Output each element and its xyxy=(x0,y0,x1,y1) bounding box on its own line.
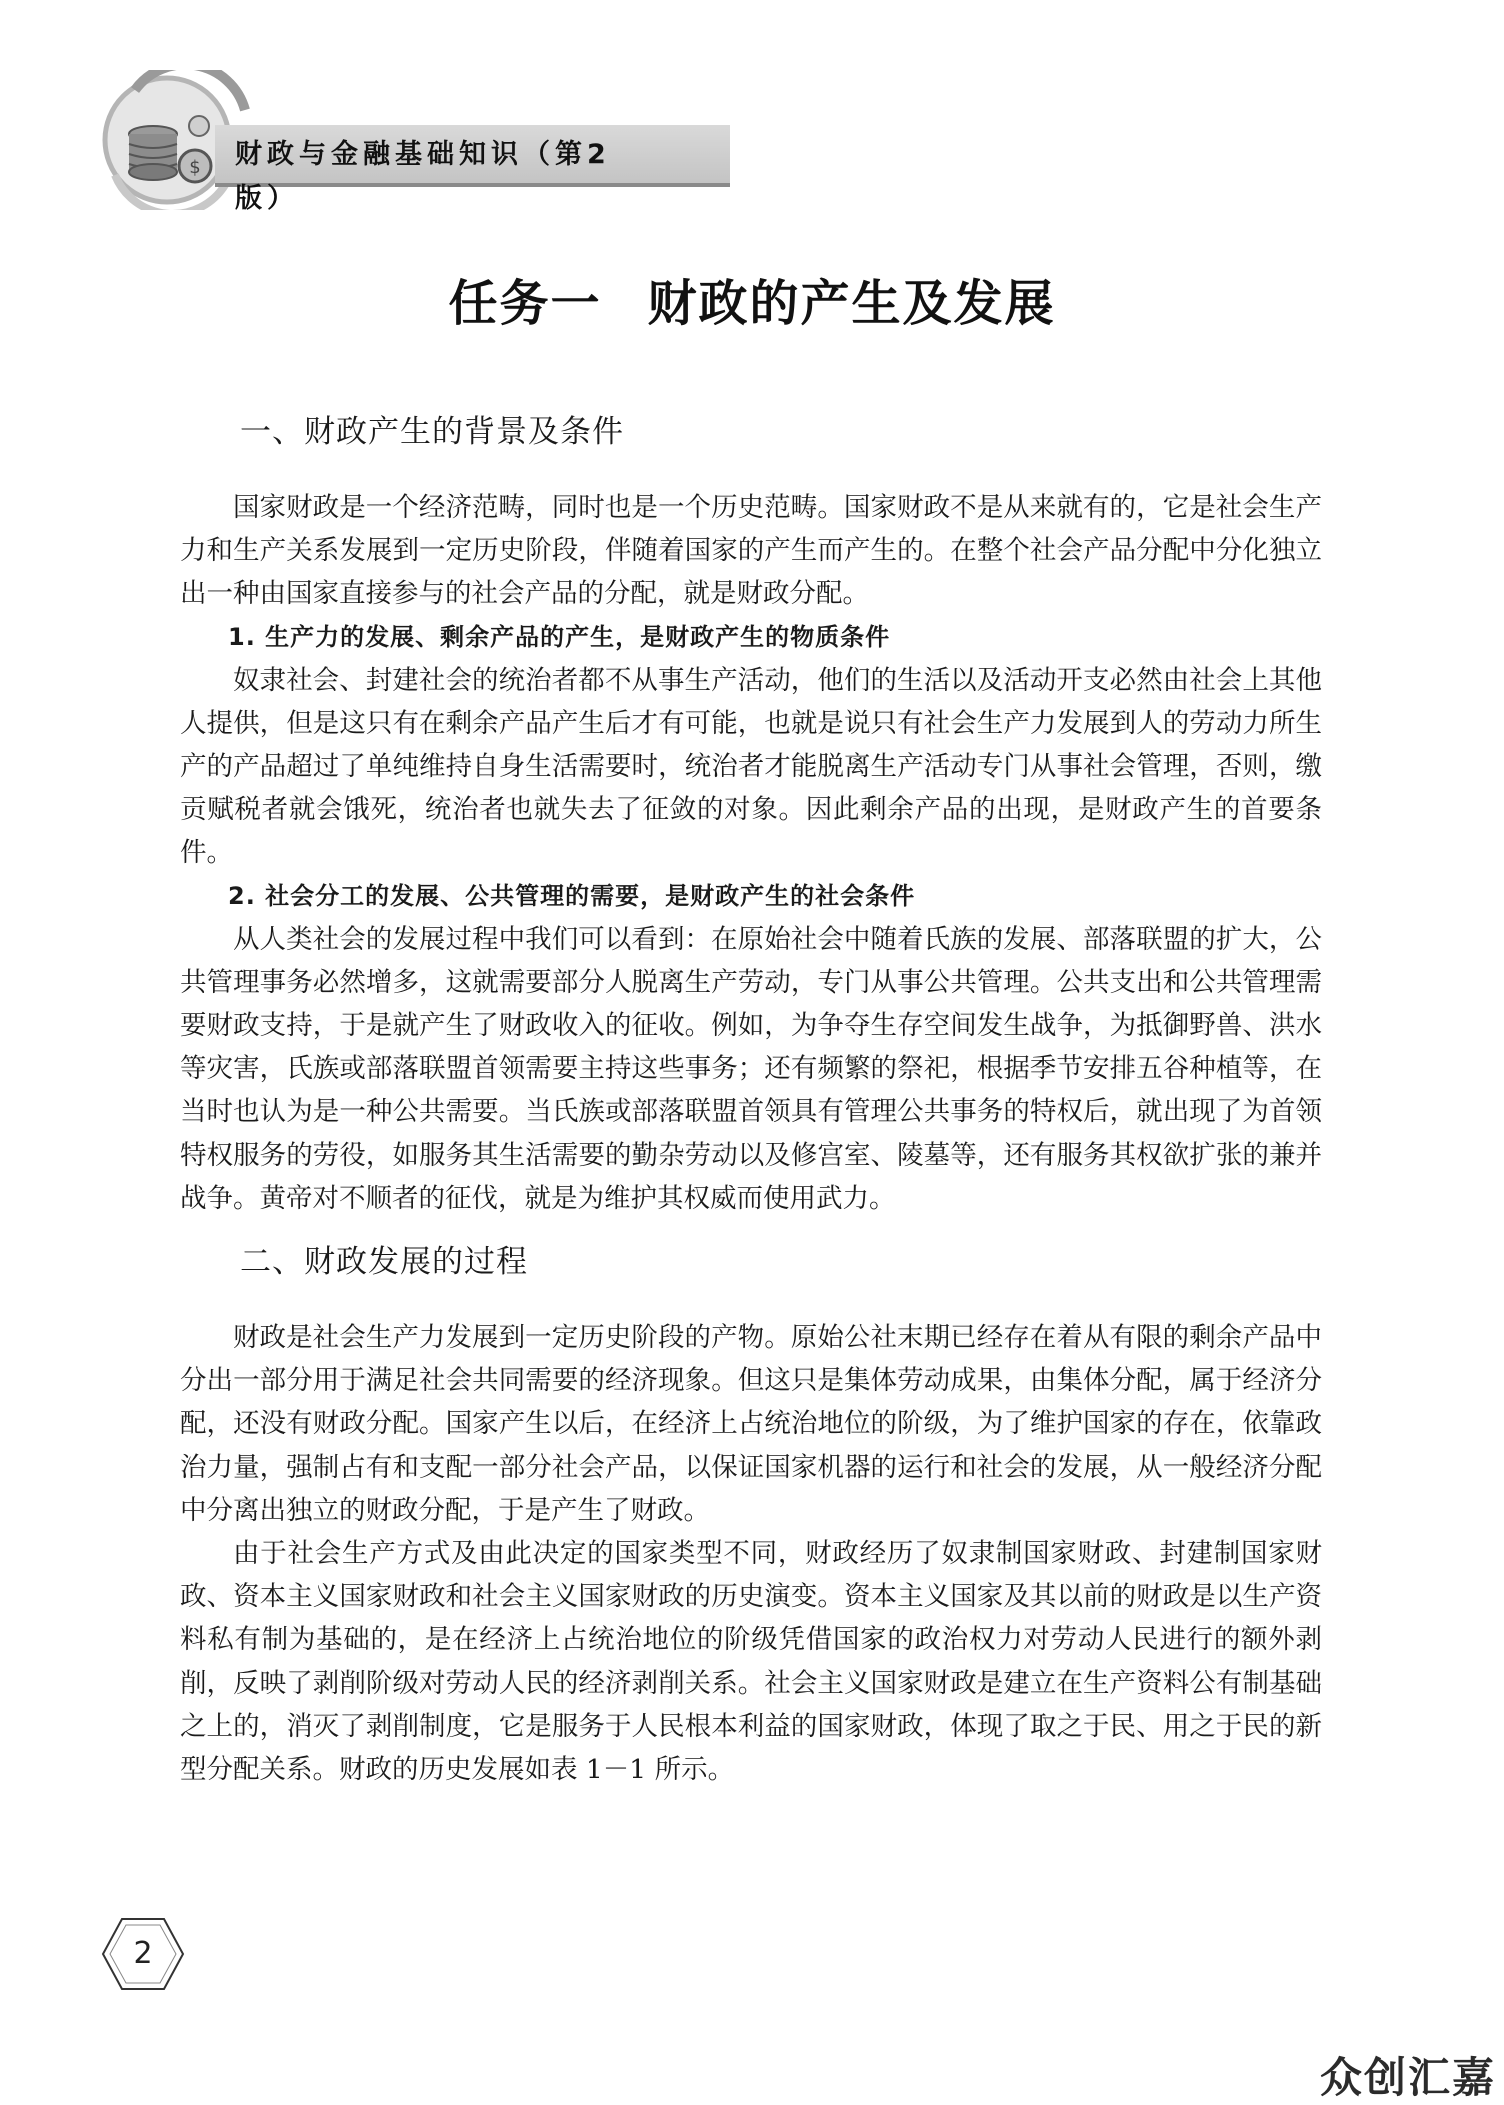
page-number-badge xyxy=(100,1915,186,1993)
paragraph: 国家财政是一个经济范畴，同时也是一个历史范畴。国家财政不是从来就有的，它是社会生产力和生产关系发展到一定历史阶段，伴随着国家的产生而产生的。在整个社会产品分配中分化独立出一种由国家直接参与的社会产品的分配，就是财政分配。 xyxy=(180,492,1322,610)
book-title: 财政与金融基础知识（第2版） xyxy=(235,139,611,214)
subsection-heading-2: 2. 社会分工的发展、公共管理的需要，是财政产生的社会条件 xyxy=(228,881,916,910)
section-heading-2: 二、财政发展的过程 xyxy=(240,1244,528,1281)
paragraph: 财政是社会生产力发展到一定历史阶段的产物。原始公社末期已经存在着从有限的剩余产品中分出一部分用于满足社会共同需要的经济现象。但这只是集体劳动成果，由集体分配，属于经济分配，还没有财政分配。国家产生以后，在经济上占统治地位的阶级，为了维护国家的存在，依靠政治力量，强制占有和支配一部分社会产品，以保证国家机器的运行和社会的发展，从一般经济分配中分离出独立的财政分配，于是产生了财政。 xyxy=(180,1322,1322,1526)
page-title xyxy=(0,265,1504,335)
subsection-heading-1: 1. 生产力的发展、剩余产品的产生，是财政产生的物质条件 xyxy=(228,622,891,651)
page-number: 2 xyxy=(133,1936,153,1971)
running-header xyxy=(95,70,655,214)
page-content xyxy=(180,404,1322,1791)
chapter-title: 财政的产生及发展 xyxy=(647,275,1056,332)
task-label: 任务一 xyxy=(448,275,602,332)
svg-text:$: $ xyxy=(189,157,201,178)
paragraph: 奴隶社会、封建社会的统治者都不从事生产活动，他们的生活以及活动开支必然由社会上其他人提供，但是这只有在剩余产品产生后才有可能，也就是说只有社会生产力发展到人的劳动力所生产的产品超过了单纯维持自身生活需要时，统治者才能脱离生产活动专门从事社会管理，否则，缴贡赋税者就会饿死，统治者也就失去了征敛的对象。因此剩余产品的出现，是财政产生的首要条件。 xyxy=(180,664,1322,869)
paragraph: 从人类社会的发展过程中我们可以看到：在原始社会中随着氏族的发展、部落联盟的扩大，公共管理事务必然增多，这就需要部分人脱离生产劳动，专门从事公共管理。公共支出和公共管理需要财政支持，于是就产生了财政收入的征收。例如，为争夺生存空间发生战争，为抵御野兽、洪水等灾害，氏族或部落联盟首领需要主持这些事务；还有频繁的祭祀，根据季节安排五谷种植等，在当时也认为是一种公共需要。当氏族或部落联盟首领具有管理公共事务的特权后，就出现了为首领特权服务的劳役，如服务其生活需要的勤杂劳动以及修宫室、陵墓等，还有服务其权欲扩张的兼并战争。黄帝对不顺者的征伐，就是为维护其权威而使用武力。 xyxy=(180,923,1322,1214)
watermark: 众创汇嘉 xyxy=(1319,2053,1496,2102)
section-heading-1: 一、财政产生的背景及条件 xyxy=(240,414,624,450)
paragraph: 由于社会生产方式及由此决定的国家类型不同，财政经历了奴隶制国家财政、封建制国家财政、资本主义国家财政和社会主义国家财政的历史演变。资本主义国家及其以前的财政是以生产资料私有制为基础的，是在经济上占统治地位的阶级凭借国家的政治权力对劳动人民进行的额外剥削，反映了剥削阶级对劳动人民的经济剥削关系。社会主义国家财政是建立在生产资料公有制基础之上的，消灭了剥削制度，它是服务于人民根本利益的国家财政，体现了取之于民、用之于民的新型分配关系。财政的历史发展如表 1－1 所示。 xyxy=(180,1538,1322,1786)
